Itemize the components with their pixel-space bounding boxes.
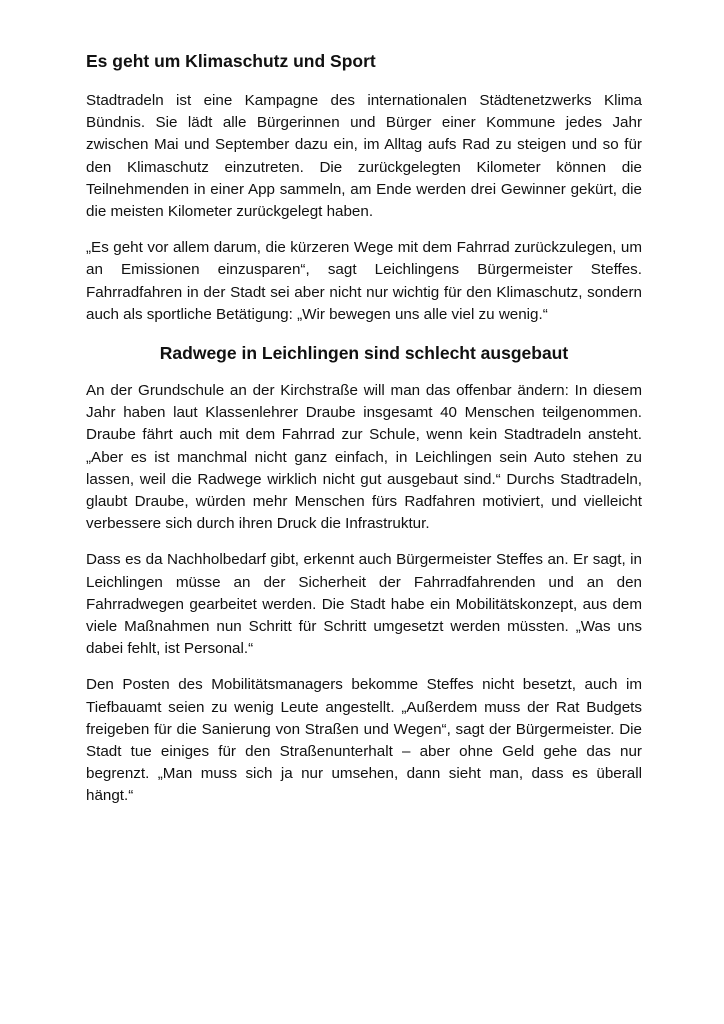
- paragraph: Den Posten des Mobilitätsmanagers bekomme Steffes nicht besetzt, auch im Tiefbauamt seien zu wenig Leute angestellt. „Außerdem muss der Rat Budgets freigeben für die Sanierung von Straßen und Wegen“, sagt der Bürgermeister. Die Stadt tue einiges für den Straßenunterhalt – aber ohne Geld gehe das nur begrenzt. „Man muss sich ja nur umsehen, dann sieht man, dass es überall hängt.“: [86, 676, 642, 805]
- paragraph: An der Grundschule an der Kirchstraße will man das offenbar ändern: In diesem Jahr haben laut Klassenlehrer Draube insgesamt 40 Menschen teilgenommen. Draube fährt auch mit dem Fahrrad zur Schule, wenn kein Stadtradeln ansteht. „Aber es ist manchmal nicht ganz einfach, in Leichlingen sein Auto stehen zu lassen, weil die Radwege wirklich nicht gut ausgebaut sind.“ Durchs Stadtradeln, glaubt Draube, würden mehr Menschen fürs Radfahren motiviert, und vielleicht verbessere sich durch ihren Druck die Infrastruktur.: [86, 382, 642, 533]
- section-title-radwege: Radwege in Leichlingen sind schlecht ausgebaut: [159, 343, 569, 364]
- paragraph: Stadtradeln ist eine Kampagne des internationalen Städtenetzwerks Klima Bündnis. Sie lädt alle Bürgerinnen und Bürger einer Kommune jedes Jahr zwischen Mai und September dazu ein, im Alltag aufs Rad zu steigen und so für den Klimaschutz einzutreten. Die zurückgelegten Kilometer können die Teilnehmenden in einer App sammeln, am Ende werden drei Gewinner gekürt, die die meisten Kilometer zurückgelegt haben.: [86, 92, 642, 221]
- paragraph: Dass es da Nachholbedarf gibt, erkennt auch Bürgermeister Steffes an. Er sagt, in Leichlingen müsse an der Sicherheit der Fahrradfahrenden und an den Fahrradwegen gearbeitet werden. Die Stadt habe ein Mobilitätskonzept, aus dem viele Maßnahmen nun Schritt für Schritt umgesetzt werden müssten. „Was uns dabei fehlt, ist Personal.“: [86, 551, 642, 658]
- document-page: [86, 48, 642, 822]
- paragraph: „Es geht vor allem darum, die kürzeren Wege mit dem Fahrrad zurückzulegen, um an Emissionen einzusparen“, sagt Leichlingens Bürgermeister Steffes. Fahrradfahren in der Stadt sei aber nicht nur wichtig für den Klimaschutz, sondern auch als sportliche Betätigung: „Wir bewegen uns alle viel zu wenig.“: [86, 239, 642, 323]
- section-title-klimaschutz: Es geht um Klimaschutz und Sport: [86, 51, 376, 71]
